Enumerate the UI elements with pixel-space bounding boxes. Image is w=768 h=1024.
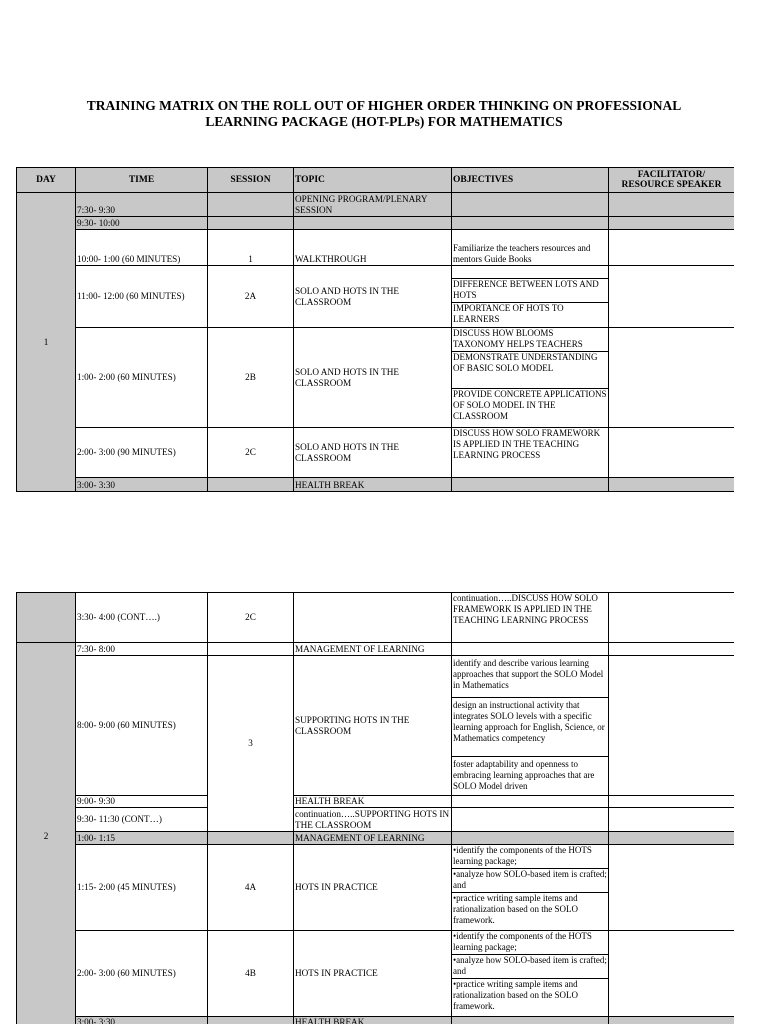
topic-cell: HEALTH BREAK: [294, 1017, 452, 1024]
topic-cell: HOTS IN PRACTICE: [294, 845, 452, 931]
table-row: [17, 808, 735, 832]
objectives-cell: [452, 478, 609, 492]
time-cell: 9:30- 10:00: [76, 217, 208, 230]
time-cell: 9:00- 9:30: [76, 796, 208, 808]
table-row: [17, 428, 735, 478]
objective-item: •analyze how SOLO-based item is crafted; and: [452, 955, 608, 979]
objective-item: PROVIDE CONCRETE APPLICATIONS OF SOLO MODEL IN THE CLASSROOM: [453, 389, 607, 421]
header-day: DAY: [17, 168, 76, 193]
facilitator-cell: [609, 593, 735, 643]
objectives-cell: [452, 656, 609, 796]
topic-cell: HEALTH BREAK: [294, 796, 452, 808]
time-cell: 1:00- 2:00 (60 MINUTES): [76, 328, 208, 428]
objectives-cell: [452, 1017, 609, 1024]
time-cell: 3:00- 3:30: [76, 1017, 208, 1024]
objective-item: IMPORTANCE OF HOTS TO LEARNERS: [453, 303, 564, 324]
topic-cell: SOLO AND HOTS IN THE CLASSROOM: [294, 266, 452, 328]
objectives-cell: [452, 428, 609, 478]
table-row: [17, 656, 735, 796]
facilitator-cell: [609, 796, 735, 808]
facilitator-cell: [609, 230, 735, 266]
session-cell: [208, 193, 294, 217]
topic-cell: HOTS IN PRACTICE: [294, 931, 452, 1017]
table-row: [17, 643, 735, 656]
session-cell: [208, 478, 294, 492]
objectives-cell: [452, 931, 609, 1017]
header-time: TIME: [76, 168, 208, 193]
topic-cell: MANAGEMENT OF LEARNING: [294, 643, 452, 656]
objectives-cell: [452, 808, 609, 832]
facilitator-cell: [609, 808, 735, 832]
time-cell: 7:30- 8:00: [76, 643, 208, 656]
objective-item: •practice writing sample items and rationalization based on the SOLO framework.: [453, 979, 578, 1011]
topic-cell: OPENING PROGRAM/PLENARY SESSION: [294, 193, 452, 217]
day-cell: 1: [17, 193, 76, 492]
time-cell: 3:00- 3:30: [76, 478, 208, 492]
topic-cell: SUPPORTING HOTS IN THE CLASSROOM: [294, 656, 452, 796]
session-cell: 1: [208, 230, 294, 266]
objective-item: foster adaptability and openness to embracing learning approaches that are SOLO Model driven: [453, 759, 595, 791]
table-row: [17, 845, 735, 931]
session-cell: [208, 643, 294, 656]
facilitator-cell: [609, 478, 735, 492]
objectives-cell: [452, 217, 609, 230]
table-row: [17, 931, 735, 1017]
header-session: SESSION: [208, 168, 294, 193]
time-cell: 10:00- 1:00 (60 MINUTES): [76, 230, 208, 266]
objective-item: DISCUSS HOW BLOOMS TAXONOMY HELPS TEACHERS: [452, 328, 608, 352]
session-cell: 4B: [208, 931, 294, 1017]
topic-cell: SOLO AND HOTS IN THE CLASSROOM: [294, 328, 452, 428]
day-cell: 2: [17, 643, 76, 1024]
table-row: [17, 1017, 735, 1024]
topic-cell: continuation…..SUPPORTING HOTS IN THE CLASSROOM: [294, 808, 452, 832]
table-row: [17, 193, 735, 217]
table-row: [17, 230, 735, 266]
objective-item: •practice writing sample items and rationalization based on the SOLO framework.: [453, 893, 578, 925]
time-cell: 3:30- 4:00 (CONT….): [76, 593, 208, 643]
table-row: [17, 832, 735, 845]
session-cell: 2A: [208, 266, 294, 328]
facilitator-cell: [609, 845, 735, 931]
objectives-cell: [452, 796, 609, 808]
facilitator-cell: [609, 428, 735, 478]
topic-cell: HEALTH BREAK: [294, 478, 452, 492]
objectives-cell: [452, 266, 609, 328]
session-cell: 2B: [208, 328, 294, 428]
facilitator-cell: [609, 1017, 735, 1024]
session-cell: 4A: [208, 845, 294, 931]
header-topic: TOPIC: [294, 168, 452, 193]
objective-item: •analyze how SOLO-based item is crafted; and: [452, 869, 608, 893]
objective-item: DIFFERENCE BETWEEN LOTS AND HOTS: [452, 279, 608, 303]
session-cell: 3: [208, 656, 294, 832]
facilitator-cell: [609, 266, 735, 328]
day-cell: [17, 593, 76, 643]
session-cell: 2C: [208, 593, 294, 643]
time-cell: 1:15- 2:00 (45 MINUTES): [76, 845, 208, 931]
facilitator-cell: [609, 217, 735, 230]
header-facilitator: [609, 168, 735, 193]
time-cell: 9:30- 11:30 (CONT…): [76, 808, 208, 832]
header-facilitator-line2: RESOURCE SPEAKER: [621, 180, 722, 190]
objective-item: DEMONSTRATE UNDERSTANDING OF BASIC SOLO MODEL: [452, 352, 608, 389]
time-cell: 2:00- 3:00 (90 MINUTES): [76, 428, 208, 478]
time-cell: 11:00- 12:00 (60 MINUTES): [76, 266, 208, 328]
topic-cell: [294, 217, 452, 230]
facilitator-cell: [609, 193, 735, 217]
document-title: [0, 98, 768, 130]
training-matrix-table-day2: [16, 592, 734, 1024]
objective-spacer: [452, 266, 608, 279]
table-row: [17, 796, 735, 808]
topic-cell: MANAGEMENT OF LEARNING: [294, 832, 452, 845]
facilitator-cell: [609, 643, 735, 656]
objectives-cell: [452, 193, 609, 217]
session-cell: [208, 1017, 294, 1024]
objectives-cell: [452, 643, 609, 656]
header-objectives: OBJECTIVES: [452, 168, 609, 193]
topic-cell: SOLO AND HOTS IN THE CLASSROOM: [294, 428, 452, 478]
table-row: [17, 217, 735, 230]
training-matrix-table-day1: [16, 167, 734, 492]
title-line-1: TRAINING MATRIX ON THE ROLL OUT OF HIGHER ORDER THINKING ON PROFESSIONAL: [86, 98, 682, 113]
time-cell: 1:00- 1:15: [76, 832, 208, 845]
time-cell: 8:00- 9:00 (60 MINUTES): [76, 656, 208, 796]
table-row: [17, 328, 735, 428]
facilitator-cell: [609, 328, 735, 428]
objective-item: •identify the components of the HOTS learning package;: [452, 845, 608, 869]
facilitator-cell: [609, 931, 735, 1017]
facilitator-cell: [609, 656, 735, 796]
session-cell: [208, 832, 294, 845]
day2-table-fragment: [16, 592, 734, 1024]
session-cell: [208, 217, 294, 230]
objective-item: design an instructional activity that integrates SOLO levels with a specific learning approach for English, Science, or Mathematics competency: [452, 698, 608, 757]
facilitator-cell: [609, 832, 735, 845]
title-line-2: LEARNING PACKAGE (HOT-PLPs) FOR MATHEMATICS: [205, 114, 563, 129]
objective-item: DISCUSS HOW SOLO FRAMEWORK IS APPLIED IN THE TEACHING LEARNING PROCESS: [453, 428, 601, 460]
table-row: [17, 266, 735, 328]
table-row: [17, 478, 735, 492]
topic-cell: [294, 593, 452, 643]
topic-cell: WALKTHROUGH: [294, 230, 452, 266]
day1-table-fragment: [16, 167, 734, 493]
objectives-cell: [452, 845, 609, 931]
header-facilitator-line1: FACILITATOR/: [637, 170, 706, 180]
objective-item: identify and describe various learning approaches that support the SOLO Model in Mathematics: [452, 656, 608, 698]
objectives-cell: Familiarize the teachers resources and mentors Guide Books: [452, 230, 609, 266]
table-row: [17, 593, 735, 643]
objectives-cell: continuation…..DISCUSS HOW SOLO FRAMEWORK IS APPLIED IN THE TEACHING LEARNING PROCESS: [452, 593, 609, 643]
time-cell: 7:30- 9:30: [76, 193, 208, 217]
session-cell: 2C: [208, 428, 294, 478]
header-row: [17, 168, 735, 193]
time-cell: 2:00- 3:00 (60 MINUTES): [76, 931, 208, 1017]
objectives-cell: [452, 832, 609, 845]
objective-item: •identify the components of the HOTS learning package;: [452, 931, 608, 955]
objectives-cell: [452, 328, 609, 428]
